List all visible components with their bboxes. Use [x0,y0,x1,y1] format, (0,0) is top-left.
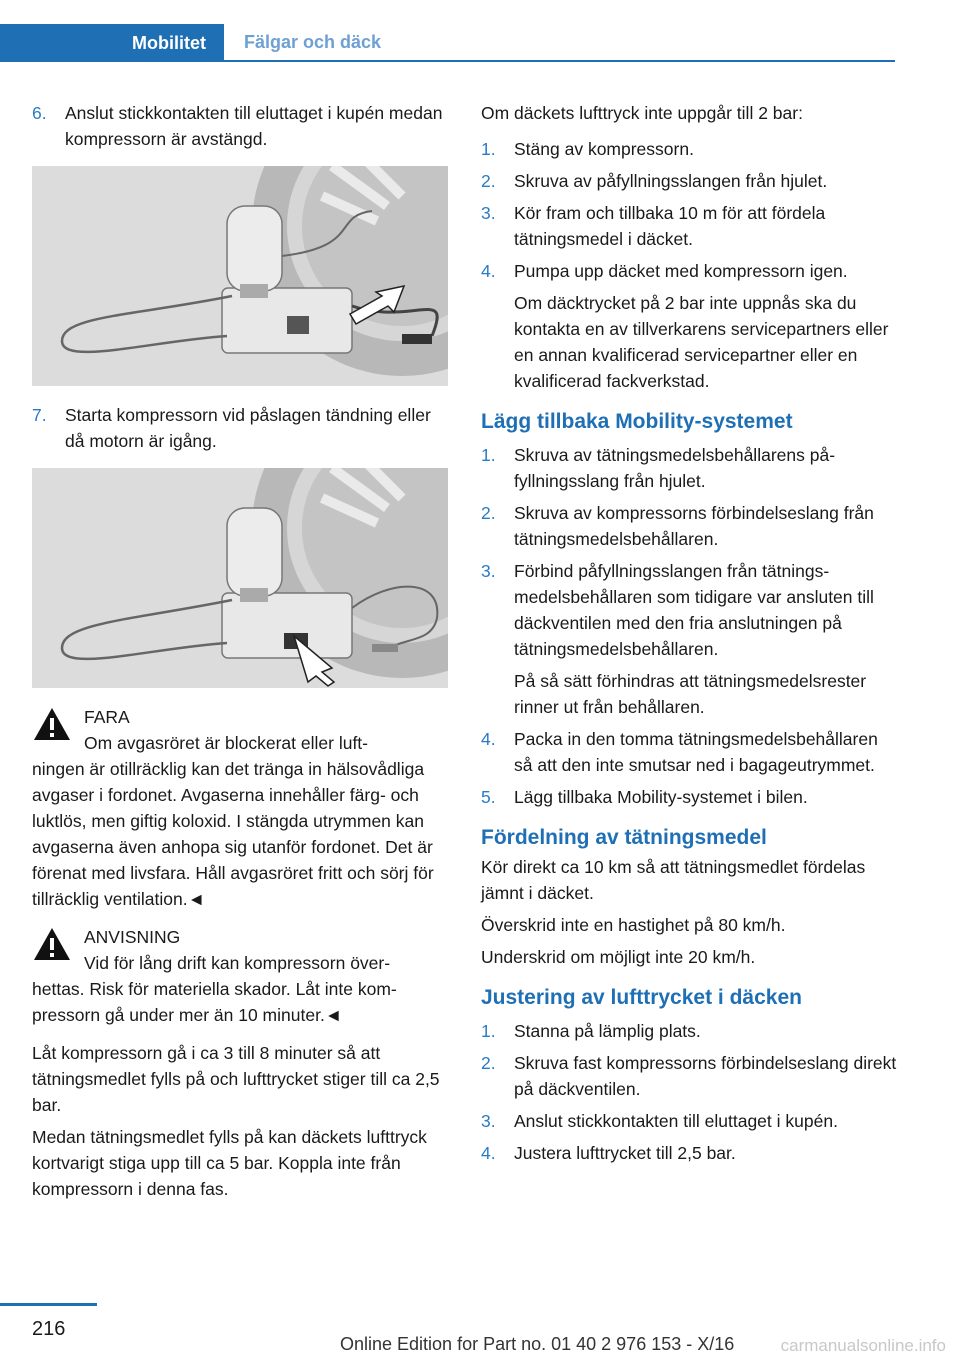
step-a2 [481,168,899,194]
step-number: 2. [481,503,496,523]
warning-triangle-icon [32,706,72,742]
paragraph: Underskrid om möjligt inte 20 km/h. [481,947,756,967]
intro-text: Om däckets lufttryck inte uppgår till 2 bar: [481,103,803,123]
step-text: Pumpa upp däcket med kompressorn igen. [514,261,848,281]
step-d2 [481,1050,899,1102]
step-text: Packa in den tomma tätningsmedelsbehållaren så att den inte smutsar ned i bagageutrymmet. [514,729,878,775]
warning-body: ningen är otillräcklig kan det tränga in hälsovådliga avgaser i fordonet. Avgaserna innehåller färg- och luktlös, men giftig koloxid. I stängda utrymmen kan avgaserna även anhopa sig utanför fordonet. Det är förenat med livsfara. Håll avgasröret fritt och sörj för tillräcklig ventilation.◄ [32,759,434,909]
warning-title: FARA [84,707,130,727]
compressor-switch-illustration [32,468,448,688]
warning-danger [32,704,450,912]
step-a3 [481,200,899,252]
step-note: Om däcktrycket på 2 bar inte uppnås ska du kontakta en av tillverkarens servicepartners eller en annan kvalificerad servicepartner eller en kvalificerad fackverkstad. [514,293,889,391]
step-b3 [481,558,899,662]
step-text: Skruva av kompressorns förbindelseslang från tätningsmedelsbehållaren. [514,503,874,549]
step-d3 [481,1108,899,1134]
step-b2 [481,500,899,552]
compressor-plug-illustration [32,166,448,386]
warning-first-line: Vid för lång drift kan kompressorn över- [84,953,391,973]
step-b5 [481,784,899,810]
step-text: Stanna på lämplig plats. [514,1021,701,1041]
left-column [32,100,450,1208]
step-number: 3. [481,203,496,223]
page-number: 216 [32,1318,66,1340]
step-note: På så sätt förhindras att tätningsmedelsrester rinner ut från behållaren. [514,671,867,717]
warning-triangle-icon [32,926,72,962]
warning-notice [32,924,450,1028]
compressor-figure-2 [32,468,448,688]
step-number: 6. [32,103,47,123]
step-number: 4. [481,1143,496,1163]
step-text: Skruva fast kompressorns förbindelseslang direkt på däckventilen. [514,1053,897,1099]
step-number: 2. [481,1053,496,1073]
step-a1 [481,136,899,162]
paragraph: Låt kompressorn gå i ca 3 till 8 minuter så att tätningsmedlet fylls på och lufttrycket stiger till ca 2,5 bar. [32,1043,440,1115]
paragraph: Överskrid inte en hastighet på 80 km/h. [481,915,786,935]
step-number: 1. [481,445,496,465]
step-number: 3. [481,561,496,581]
step-text: Lägg tillbaka Mobility-systemet i bilen. [514,787,808,807]
step-d1 [481,1018,899,1044]
step-text: Kör fram och tillbaka 10 m för att fördela tätningsmedel i däcket. [514,203,826,249]
step-number: 3. [481,1111,496,1131]
compressor-figure-1 [32,166,448,386]
step-number: 5. [481,787,496,807]
watermark: carmanualsonline.info [780,1336,946,1355]
paragraph: Kör direkt ca 10 km så att tätningsmedlet fördelas jämnt i däcket. [481,857,866,903]
edition-text: Online Edition for Part no. 01 40 2 976 153 - X/16 [340,1334,735,1354]
step-7 [32,402,450,454]
step-text: Skruva av påfyllningsslangen från hjulet. [514,171,828,191]
step-number: 4. [481,261,496,281]
warning-title: ANVISNING [84,927,181,947]
step-6 [32,100,450,152]
step-text: Anslut stickkontakten till eluttaget i kupén medan kompressorn är avstängd. [65,103,443,149]
section-heading: Fördelning av tätningsmedel [481,826,767,849]
right-column [481,100,899,1172]
step-a4 [481,258,899,284]
footer-accent-line [0,1303,97,1306]
tab-mobilitet[interactable]: Mobilitet [0,24,224,62]
step-text: Förbind påfyllningsslangen från tätningsmedelsbehållaren som tidigare var ansluten till däckventilen med den fria anslutningen på tätningsmedelsbehållaren. [514,561,874,659]
step-text: Stäng av kompressorn. [514,139,694,159]
step-b4 [481,726,899,778]
step-number: 4. [481,729,496,749]
step-number: 7. [32,405,47,425]
header-tabs [0,24,895,62]
step-text: Anslut stickkontakten till eluttaget i kupén. [514,1111,838,1131]
step-number: 1. [481,1021,496,1041]
section-heading: Lägg tillbaka Mobility-systemet [481,410,793,433]
step-number: 2. [481,171,496,191]
step-b1 [481,442,899,494]
warning-first-line: Om avgasröret är blockerat eller luft- [84,733,368,753]
step-d4 [481,1140,899,1166]
section-heading: Justering av lufttrycket i däcken [481,986,802,1009]
warning-body: hettas. Risk för materiella skador. Låt inte kompressorn gå under mer än 10 minuter.◄ [32,979,397,1025]
step-text: Justera lufttrycket till 2,5 bar. [514,1143,736,1163]
step-text: Skruva av tätningsmedelsbehållarens påfyllningsslang från hjulet. [514,445,836,491]
step-text: Starta kompressorn vid påslagen tändning eller då motorn är igång. [65,405,431,451]
paragraph: Medan tätningsmedlet fylls på kan däckets lufttryck kortvarigt stiga upp till ca 5 bar. Koppla inte från kompressorn i denna fas. [32,1127,427,1199]
step-number: 1. [481,139,496,159]
tab-falgar-och-dack[interactable]: Fälgar och däck [224,24,895,62]
